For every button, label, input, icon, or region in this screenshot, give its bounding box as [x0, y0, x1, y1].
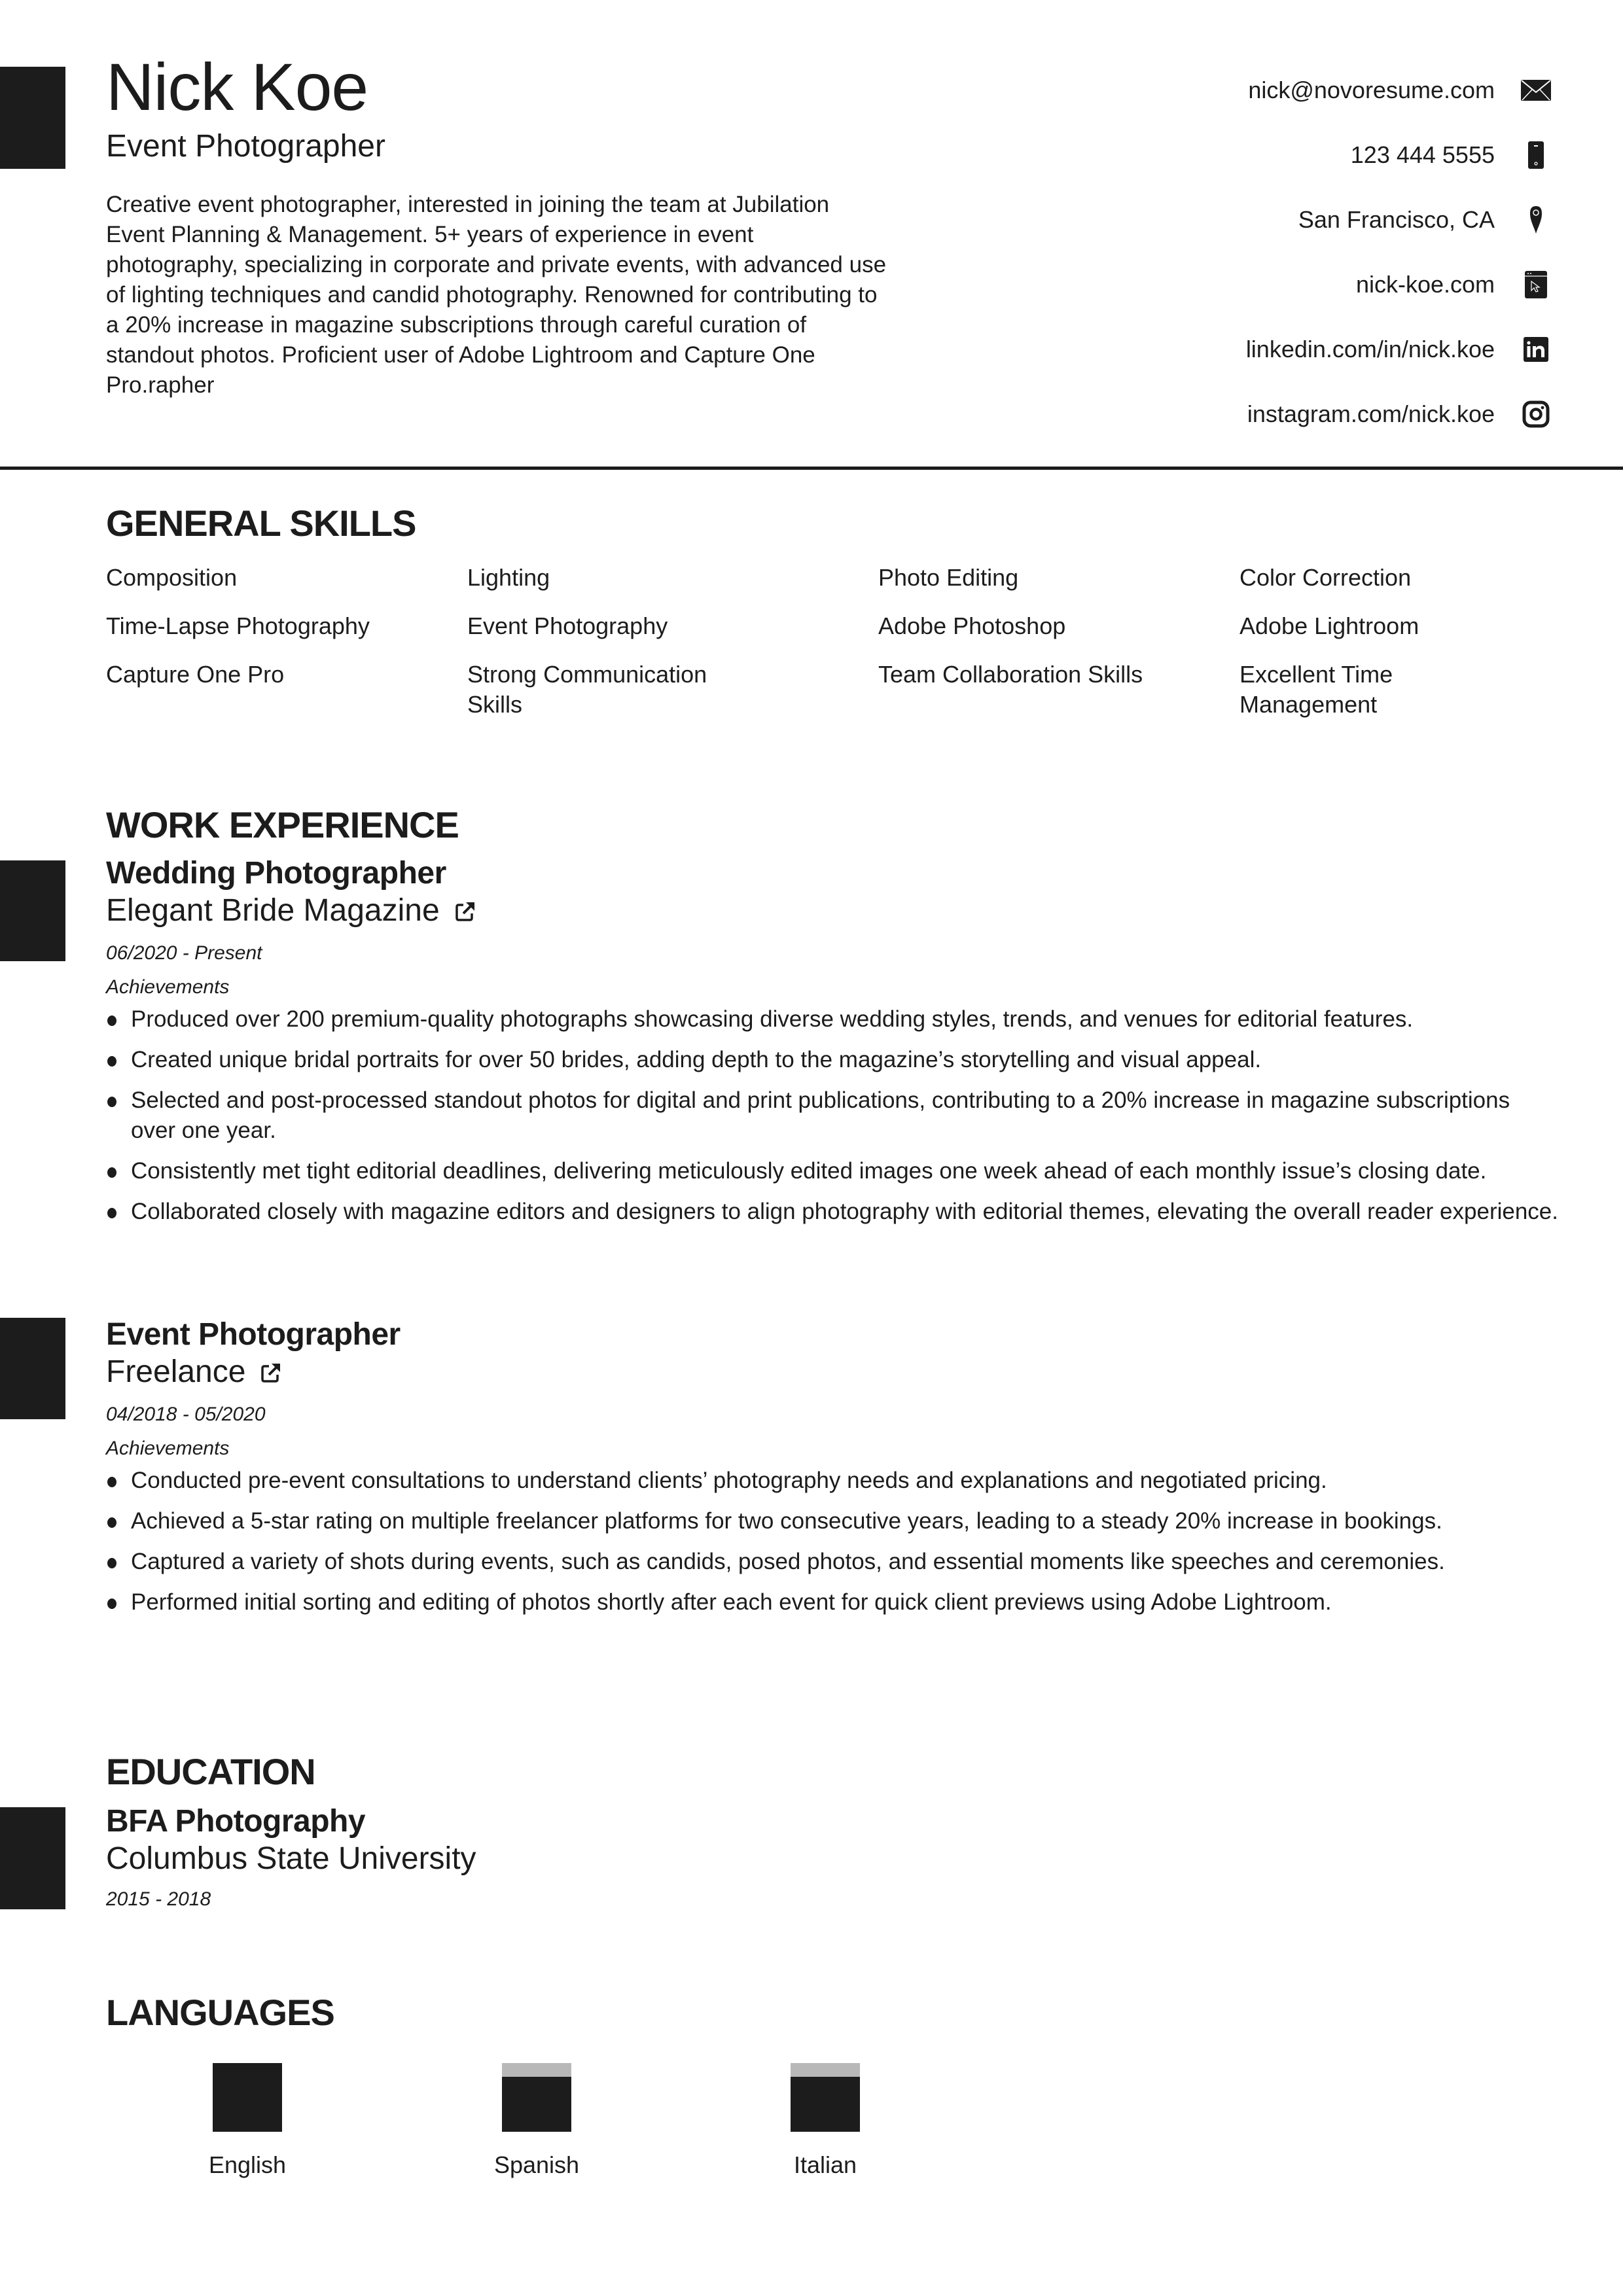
- job-entry: [106, 1316, 1559, 1628]
- job-dates: 04/2018 - 05/2020: [106, 1403, 266, 1425]
- language-level-bar: [791, 2063, 860, 2132]
- instagram-icon: [1521, 399, 1551, 429]
- achievement-item: Captured a variety of shots during events, such as candids, posed photos, and essential moments like speeches and ceremonies.: [106, 1547, 1559, 1577]
- skill-item: Excellent Time Management: [1240, 661, 1393, 718]
- skill-item: Strong Communication Skills: [467, 661, 707, 718]
- section-title-education: EDUCATION: [106, 1751, 315, 1792]
- school: Columbus State University: [106, 1841, 476, 1876]
- contact-location-text: San Francisco, CA: [1298, 205, 1495, 233]
- job-title: Event Photographer: [106, 1317, 401, 1352]
- skill-item: Capture One Pro: [106, 661, 285, 688]
- website-cursor-icon: [1521, 270, 1551, 300]
- header-accent-bar: [0, 67, 65, 169]
- achievement-item: Conducted pre-event consultations to understand clients’ photography needs and explanations and negotiated pricing.: [106, 1466, 1559, 1496]
- degree: BFA Photography: [106, 1804, 366, 1839]
- contact-location: [962, 187, 1551, 252]
- company-name[interactable]: Freelance: [106, 1354, 246, 1389]
- achievement-item: Consistently met tight editorial deadlines, delivering meticulously edited images one week ahead of each monthly issue’s closing date.: [106, 1156, 1559, 1186]
- summary: Creative event photographer, interested in joining the team at Jubilation Event Planning & Management. 5+ years of experience in event photography, specializing in corporate and private events, with advanced use of lighting techniques and candid photography. Renowned for contributing to a 20% increase in magazine subscriptions through careful curation of standout photos. Proficient user of Adobe Lightroom and Capture One Pro.rapher: [106, 192, 887, 398]
- company-name[interactable]: Elegant Bride Magazine: [106, 892, 440, 928]
- contact-website[interactable]: [962, 252, 1551, 317]
- achievement-item: Selected and post-processed standout photos for digital and print publications, contributing to a 20% increase in magazine subscriptions over one year.: [106, 1086, 1559, 1146]
- language-item: [458, 2063, 615, 2179]
- language-level-empty: [502, 2063, 571, 2077]
- achievement-list: [106, 1466, 1559, 1617]
- external-link-icon[interactable]: [454, 900, 476, 923]
- skill-item: Photo Editing: [878, 564, 1019, 591]
- contact-website-text[interactable]: nick-koe.com: [1355, 270, 1495, 298]
- company[interactable]: [106, 892, 1559, 928]
- skill-item: Color Correction: [1240, 564, 1412, 591]
- envelope-icon: [1521, 75, 1551, 105]
- achievement-item: Collaborated closely with magazine editors and designers to align photography with editorial themes, elevating the overall reader experience.: [106, 1197, 1559, 1227]
- section-title-experience: WORK EXPERIENCE: [106, 804, 459, 845]
- job-accent-bar: [0, 860, 65, 961]
- language-level-bar: [213, 2063, 282, 2132]
- achievement-list: [106, 1004, 1559, 1227]
- education-dates: 2015 - 2018: [106, 1888, 211, 1910]
- achievement-item: Created unique bridal portraits for over 50 brides, adding depth to the magazine’s storytelling and visual appeal.: [106, 1045, 1559, 1075]
- achievement-item: Achieved a 5-star rating on multiple freelancer platforms for two consecutive years, leading to a steady 20% increase in bookings.: [106, 1506, 1559, 1536]
- contact-phone-text[interactable]: 123 444 5555: [1350, 141, 1495, 168]
- external-link-icon[interactable]: [260, 1362, 282, 1384]
- achievements-label: Achievements: [106, 1437, 230, 1459]
- skill-item: Time-Lapse Photography: [106, 612, 370, 639]
- skills-grid: [106, 563, 1546, 720]
- language-level-empty: [791, 2063, 860, 2077]
- skill-item: Composition: [106, 564, 238, 591]
- skill-item: Event Photography: [467, 612, 668, 639]
- skill-item: Team Collaboration Skills: [878, 661, 1143, 688]
- job-accent-bar: [0, 1318, 65, 1419]
- linkedin-icon: [1521, 334, 1551, 364]
- language-item: [169, 2063, 326, 2179]
- candidate-name: Nick Koe: [106, 50, 368, 124]
- skill-item: Adobe Lightroom: [1240, 612, 1419, 639]
- skill-item: Adobe Photoshop: [878, 612, 1066, 639]
- job-title: Wedding Photographer: [106, 856, 446, 891]
- contact-list: [962, 58, 1551, 446]
- achievement-item: Produced over 200 premium-quality photographs showcasing diverse wedding styles, trends, and venues for editorial features.: [106, 1004, 1559, 1034]
- section-title-skills: GENERAL SKILLS: [106, 503, 416, 544]
- contact-email[interactable]: [962, 58, 1551, 122]
- language-name: Italian: [793, 2151, 857, 2178]
- location-pin-icon: [1521, 205, 1551, 235]
- contact-linkedin-text[interactable]: linkedin.com/in/nick.koe: [1245, 335, 1495, 362]
- contact-instagram[interactable]: [962, 381, 1551, 446]
- contact-email-text[interactable]: nick@novoresume.com: [1248, 76, 1495, 103]
- contact-instagram-text[interactable]: instagram.com/nick.koe: [1247, 400, 1495, 427]
- language-name: Spanish: [493, 2151, 580, 2178]
- education-entry: [106, 1803, 476, 1911]
- language-level-bar: [502, 2063, 571, 2132]
- candidate-title: Event Photographer: [106, 129, 385, 164]
- phone-icon: [1521, 140, 1551, 170]
- language-name: English: [208, 2151, 287, 2178]
- section-title-languages: LANGUAGES: [106, 1992, 334, 2033]
- contact-linkedin[interactable]: [962, 317, 1551, 381]
- achievement-item: Performed initial sorting and editing of photos shortly after each event for quick client previews using Adobe Lightroom.: [106, 1587, 1559, 1617]
- achievements-label: Achievements: [106, 976, 230, 998]
- contact-phone[interactable]: [962, 122, 1551, 187]
- skill-item: Lighting: [467, 564, 550, 591]
- language-item: [747, 2063, 904, 2179]
- education-accent-bar: [0, 1807, 65, 1909]
- job-dates: 06/2020 - Present: [106, 942, 262, 964]
- company[interactable]: [106, 1354, 1559, 1390]
- header-divider: [0, 467, 1623, 470]
- job-entry: [106, 855, 1559, 1237]
